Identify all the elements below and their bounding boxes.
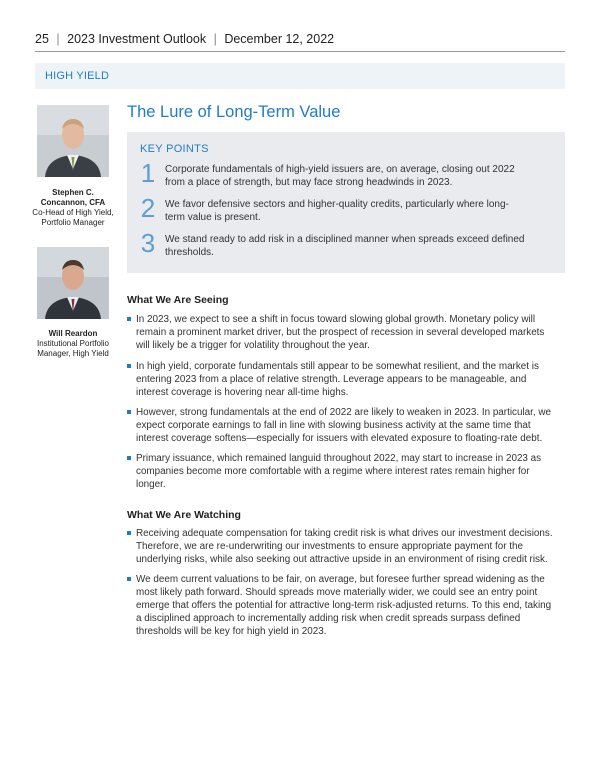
key-point-number: 3 <box>140 228 156 258</box>
bullet-icon <box>127 317 131 321</box>
key-point-text: We stand ready to add risk in a disciplined manner when spreads exceed defined thresholds. <box>165 234 525 258</box>
bullet-item <box>127 360 559 399</box>
portrait-photo <box>37 247 109 319</box>
key-point-number: 1 <box>140 158 156 188</box>
bullet-icon <box>127 456 131 460</box>
person-name: Stephen C. Concannon, CFA <box>40 188 106 207</box>
bullet-icon <box>127 577 131 581</box>
person-role: Institutional Portfolio Manager, High Yield <box>36 339 110 358</box>
bullet-icon <box>127 364 131 368</box>
header-rule <box>35 51 565 52</box>
bullet-item <box>127 573 559 638</box>
person-caption <box>30 329 116 359</box>
bullet-item <box>127 313 559 352</box>
key-point-text: Corporate fundamentals of high-yield issuers are, on average, closing out 2022 from a place of strength, but may face strong headwinds in 2023. <box>165 164 515 188</box>
seeing-heading: What We Are Seeing <box>127 294 229 306</box>
header-separator: | <box>56 32 60 46</box>
person-role: Co-Head of High Yield, Portfolio Manager <box>32 208 114 227</box>
key-point-number: 2 <box>140 193 156 223</box>
portrait-icon <box>37 247 109 319</box>
section-band <box>35 63 565 89</box>
bullet-item <box>127 527 559 566</box>
person-name: Will Reardon <box>48 329 98 338</box>
bullet-item <box>127 452 559 491</box>
report-date: December 12, 2022 <box>224 32 335 46</box>
report-title: 2023 Investment Outlook <box>67 32 207 46</box>
bullet-text: Primary issuance, which remained languid throughout 2022, may start to increase in 2023 as companies become more comfortable with a regime where interest rates remain higher for longer. <box>136 453 542 490</box>
portrait-icon <box>37 105 109 177</box>
key-point-text: We favor defensive sectors and higher-quality credits, particularly where long-term value is present. <box>165 199 509 223</box>
key-points-heading: KEY POINTS <box>140 143 209 155</box>
person-caption <box>30 188 116 228</box>
bullet-icon <box>127 410 131 414</box>
bullet-item <box>127 406 559 445</box>
watching-heading: What We Are Watching <box>127 509 241 521</box>
bullet-text: However, strong fundamentals at the end of 2022 are likely to weaken in 2023. In particular, we expect corporate earnings to fall in line with slowing business activity at the same time that interest coverage softens—especially for issuers with elevated exposure to floating-rate debt. <box>136 407 551 444</box>
portrait-photo <box>37 105 109 177</box>
section-label: HIGH YIELD <box>45 70 110 82</box>
bullet-icon <box>127 531 131 535</box>
page-header <box>35 32 334 46</box>
bullet-text: We deem current valuations to be fair, on average, but foresee further spread widening as the most likely path forward. Should spreads move materially wider, we could see an entry point emerge that offers the potential for attractive long-term risk-adjusted returns. To this end, taking a disciplined approach to incrementally adding risk when credit spreads surpass defined thresholds will be key for high yield in 2023. <box>136 574 552 637</box>
bullet-text: In high yield, corporate fundamentals still appear to be somewhat resilient, and the market is entering 2023 from a place of relative strength. Leverage appears to be manageable, and interest coverage is hovering near all-time highs. <box>136 361 539 398</box>
key-points-box <box>127 132 565 273</box>
article-title: The Lure of Long-Term Value <box>127 103 341 121</box>
page-number: 25 <box>35 32 49 46</box>
bullet-text: In 2023, we expect to see a shift in focus toward slowing global growth. Monetary policy will remain a prominent market driver, but the prospect of recession in several developed markets will likely be a trigger for volatility throughout the year. <box>136 314 545 351</box>
header-separator: | <box>213 32 217 46</box>
bullet-text: Receiving adequate compensation for taking credit risk is what drives our investment decisions. Therefore, we are re-underwriting our investments to ensure appropriate payment for the underlying risks, while also seeking out attractive upside in an environment of rising credit risk. <box>136 528 553 565</box>
